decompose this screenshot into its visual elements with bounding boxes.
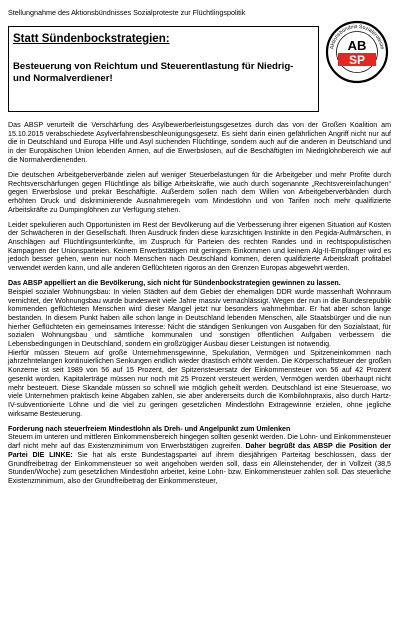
minimum-wage-text-c: Sie hat als erste Bundestagspartei auf ihrem diesjährigen Parteitag beschlossen, dass der Grundfreibetrag der Einkommensteuer so weit angehoben werden soll, dass ein Alleinstehender, der in Vollzeit (38,5 Stunden/Woche) zum gesetzlichen Mindestlohn arbeitet, keine Lohn- bzw. Einkommensteuer zahlen soll. Das steuerliche Existenzminimum, also der Grundfreibetrag der Einkommensteuer, [8,450,391,485]
logo-letters-sp: SP [348,53,366,67]
logo-letters-ab: AB [347,38,367,53]
section-heading-minimum-wage: Forderung nach steuerfreiem Mindestlohn als Dreh- und Angelpunkt zum Umlenken [8,424,291,433]
minimum-wage-text-a: Steuern im unteren und mittleren Einkommensbereich hingegen sollten gesenkt werden. Die Lohn- und Einkommensteuer darf nicht mehr auf das Existenzminimum von Erwerbstätigen zugreifen. [8,433,391,451]
logo-ring-text-path: Aktionsbündnis Sozialproteste [329,23,385,50]
document-title: Statt Sündenbockstrategien: [13,33,170,45]
paragraph-housing: Beispiel sozialer Wohnungsbau: In vielen Städten auf dem Gebiet der ehemaligen DDR wurde massenhaft Wohnraum vernichtet, der Wohnungsbau wurde bundesweit viele Jahre massiv vernachlässigt. Wegen der nun in die Bundesrepublik kommenden geflüchteten Menschen wird dieser Mangel jetzt nur besonders wahrnehmbar. Er hat aber schon lange bestanden. In diesem Punkt haben alle schon lange in Deutschland lebenden Menschen, alle Staatsbürger und die nun hierher Geflüchteten ein gemeinsames Interesse: Nicht die ständigen Senkungen von Ausgaben für den Sozialstaat, für sozialen Wohnungsbau und sämtliche kommunalen und sonstigen öffentlichen Aufgaben verbessern die Lebensbedingungen in Deutschland, sondern ein großzügiger Ausbau dieser Leistungen ist notwendig. [8,287,391,349]
paragraph-intro: Das ABSP verurteilt die Verschärfung des Asylbewerberleistungsgesetzes durch das von der Großen Koalition am 15.10.2015 verabschiedete Asylverfahrensbeschleunigungsgesetz. Es sieht darin einen gefährlichen Angriff nicht nur auf die in Deutschland und Europa Hilfe und Asyl suchenden Flüchtlinge, sondern auch auf die anderen in Deutschland und in der Europäischen Union lebenden Armen, auf die Erwerbslosen, auf die Beschäftigten im Niedriglohnbereich wie auf die Normalverdienenden. [8,121,391,164]
section-heading-appeal: Das ABSP appelliert an die Bevölkerung, sich nicht für Sündenbockstrategien gewinnen zu lassen. [8,279,341,288]
paragraph-employers: Die deutschen Arbeitgeberverbände zielen auf weniger Steuerbelastungen für die Arbeitgeber und mehr Profite durch Rechtsverschärfungen gegen Flüchtlinge als billige Arbeitskräfte, wie auch durch sogenannte „Rechtsvereinfachungen“ gegen Erwerbslose und prekär Beschäftigte. Außerdem sollen nach dem Willen von Arbeitgeberverbänden durch erhöhten Druck und diskriminierende Ausnahmeregeln vom Mindestlohn und von Tarifen noch mehr qualifizierte Arbeitskräfte zu Dumpinglöhnen zur Verfügung stehen. [8,170,391,214]
absp-logo [325,20,389,84]
minimum-wage-text-bold: Daher begrüßt das ABSP die Position der Partei DIE LINKE: [8,442,391,459]
document-subtitle: Besteuerung von Reichtum und Steuerentlastung für Niedrig- und Normalverdiener! [13,61,294,84]
document-body [8,121,391,486]
paragraph-opportunists: Leider spekulieren auch Opportunisten im Rest der Bevölkerung auf die Verbesserung ihrer eigenen Situation auf Kosten der Schwächeren in der Gesellschaft. Ihren Ausdruck finden diese kurzsichtigen Instinkte in den Pegida-Aufmärschen, in Anschlägen auf Flüchtlingsunterkünfte, im Zuspruch für Parteien des rechten Randes und in rechtspopulistischen Kampagnen der Unionsparteien. Keinem Erwerbstätigen mit geringem Einkommen und keinem Alg-II-Empfänger wird es jedoch besser gehen, wenn nur noch Menschen nach Deutschland kommen, deren qualifizierte Arbeitskraft profitabel verwendet werden kann, und alle anderen Geflüchteten rigoros an den Grenzen Europas abgewehrt werden. [8,220,391,273]
statement-kicker: Stellungnahme des Aktionsbündnisses Sozialproteste zur Flüchtlingspolitik [8,8,246,17]
headline-box [8,26,319,112]
paragraph-minimum-wage [8,433,391,485]
paragraph-taxes: Hierfür müssen Steuern auf große Unternehmensgewinne, Spekulation, Vermögen und Spitzeneinkommen nach jahrzehntelangen kontinuierlichen Senkungen endlich wieder drastisch erhöht werden. Die Körperschaftsteuer der großen Konzerne ist seit 1989 von 56 auf 15 Prozent, der Spitzensteuersatz der Einkommensteuer von 56 auf 42 Prozent gesenkt worden. Kapitalerträge müssen nur noch mit 25 Prozent versteuert werden, Vermögen werden überhaupt nicht mehr besteuert. Diese Skandale müssen so schnell wie möglich geheilt werden. Deutschland ist eine Steueroase, wo viele Unternehmen praktisch keine Abgaben zahlen, sie aber andererseits durch die Kombilohnpraxis, also durch Hartz-IV-subventionierte Löhne und die viel zu geringen gesetzlichen Mindestlohn Extragewinne erzielen, ohne jegliche wirksame Besteuerung. [8,348,391,418]
